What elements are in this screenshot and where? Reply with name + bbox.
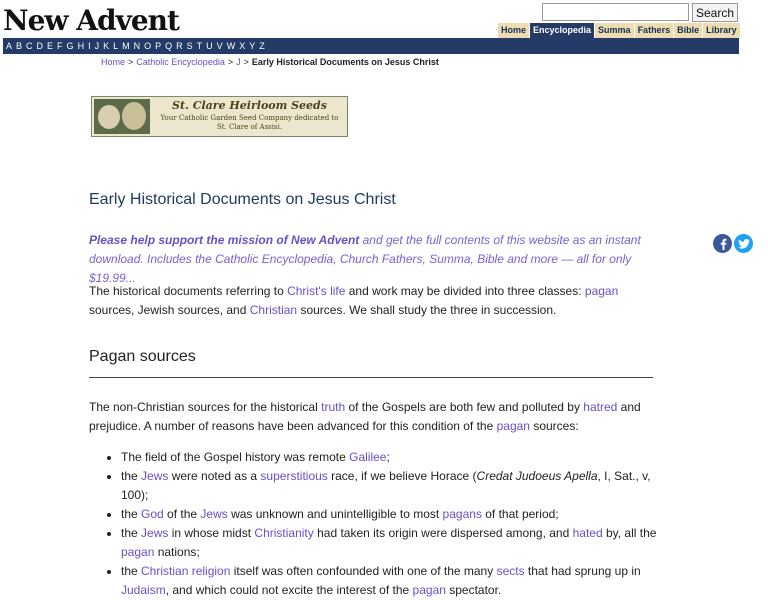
text: of that period; bbox=[481, 507, 559, 521]
text: sources: bbox=[529, 419, 579, 433]
citation: Credat Judoeus Apella bbox=[476, 469, 598, 483]
letter-link-a[interactable]: A bbox=[6, 41, 13, 51]
breadcrumb-encyclopedia[interactable]: Catholic Encyclopedia bbox=[136, 57, 225, 67]
site-logo[interactable]: New Advent bbox=[3, 4, 179, 37]
letter-link-z[interactable]: Z bbox=[259, 41, 265, 51]
support-notice bbox=[89, 231, 657, 288]
text: sources, Jewish sources, and bbox=[89, 303, 250, 317]
text: the bbox=[121, 564, 142, 578]
intro-paragraph bbox=[89, 282, 657, 320]
text: had taken its origin were dispersed among, and bbox=[313, 526, 573, 540]
section-heading: Pagan sources bbox=[89, 348, 196, 365]
nav-summa[interactable]: Summa bbox=[595, 23, 634, 38]
letter-link-o[interactable]: O bbox=[144, 41, 152, 51]
link-life[interactable]: life bbox=[330, 284, 346, 298]
text: The non-Christian sources for the historical bbox=[89, 400, 322, 414]
letter-link-k[interactable]: K bbox=[103, 41, 110, 51]
nav-home[interactable]: Home bbox=[498, 23, 529, 38]
social-share bbox=[713, 234, 755, 253]
nav-bible[interactable]: Bible bbox=[674, 23, 702, 38]
link-pagan[interactable]: pagan bbox=[121, 545, 155, 559]
list-item bbox=[121, 562, 657, 600]
text: that had sprung up in bbox=[524, 564, 641, 578]
link-judaism[interactable]: Judaism bbox=[121, 583, 166, 597]
letter-link-q[interactable]: Q bbox=[165, 41, 173, 51]
letter-link-f[interactable]: F bbox=[57, 41, 63, 51]
text: The field of the Gospel history was remote bbox=[121, 450, 350, 464]
text: and prejudice. A number of reasons have been advanced for this condition of the bbox=[89, 400, 641, 433]
text: nations; bbox=[154, 545, 200, 559]
text: the bbox=[121, 469, 142, 483]
letter-link-w[interactable]: W bbox=[226, 41, 236, 51]
breadcrumb-separator: > bbox=[243, 57, 249, 67]
link-christianity[interactable]: Christianity bbox=[254, 526, 314, 540]
top-navigation bbox=[497, 23, 740, 38]
text: sources. We shall study the three in succession. bbox=[297, 303, 557, 317]
text: itself was often confounded with one of the many bbox=[230, 564, 497, 578]
breadcrumb bbox=[101, 57, 439, 67]
breadcrumb-separator: > bbox=[128, 57, 134, 67]
link-pagans[interactable]: pagans bbox=[442, 507, 482, 521]
ad-banner[interactable] bbox=[91, 96, 348, 137]
link-pagan[interactable]: pagan bbox=[584, 284, 619, 298]
text: were noted as a bbox=[168, 469, 261, 483]
letter-link-d[interactable]: D bbox=[36, 41, 44, 51]
letter-link-b[interactable]: B bbox=[16, 41, 23, 51]
ad-title: St. Clare Heirloom Seeds bbox=[172, 99, 327, 112]
letter-link-y[interactable]: Y bbox=[249, 41, 256, 51]
nav-library[interactable]: Library bbox=[703, 23, 740, 38]
link-god[interactable]: God bbox=[141, 507, 164, 521]
ad-tagline: St. Clare of Assisi. bbox=[216, 123, 283, 131]
breadcrumb-letter[interactable]: J bbox=[236, 57, 241, 67]
link-hatred[interactable]: hatred bbox=[583, 400, 618, 414]
link-truth[interactable]: truth bbox=[321, 400, 346, 414]
text: ; bbox=[386, 450, 390, 464]
letter-link-u[interactable]: U bbox=[206, 41, 213, 51]
letter-link-c[interactable]: C bbox=[26, 41, 33, 51]
link-jews[interactable]: Jews bbox=[141, 526, 169, 540]
list-item bbox=[121, 467, 657, 505]
text: the bbox=[121, 507, 142, 521]
link-pagan[interactable]: pagan bbox=[412, 583, 446, 597]
list-item bbox=[121, 505, 657, 524]
link-christian[interactable]: Christian bbox=[249, 303, 298, 317]
link-christian-religion[interactable]: Christian religion bbox=[141, 564, 231, 578]
link-sects[interactable]: sects bbox=[496, 564, 525, 578]
pagan-sources-paragraph bbox=[89, 398, 657, 436]
section-divider bbox=[89, 377, 653, 378]
text: in whose midst bbox=[168, 526, 255, 540]
letter-link-t[interactable]: T bbox=[196, 41, 203, 51]
text: the bbox=[121, 526, 142, 540]
support-link[interactable]: Please help support the mission of New Advent bbox=[89, 233, 360, 247]
letter-link-m[interactable]: M bbox=[122, 41, 130, 51]
ad-image bbox=[94, 99, 150, 134]
link-christ[interactable]: Christ's bbox=[287, 284, 327, 298]
letter-link-s[interactable]: S bbox=[186, 41, 193, 51]
text: race, if we believe Horace ( bbox=[327, 469, 477, 483]
text: by, all the bbox=[602, 526, 657, 540]
letter-link-h[interactable]: H bbox=[77, 41, 85, 51]
list-item bbox=[121, 448, 657, 467]
alphabet-bar bbox=[3, 38, 739, 54]
search-button[interactable]: Search bbox=[692, 3, 738, 22]
text: of the bbox=[163, 507, 201, 521]
letter-link-i[interactable]: I bbox=[88, 41, 91, 51]
link-superstitious[interactable]: superstitious bbox=[260, 469, 328, 483]
twitter-icon[interactable] bbox=[734, 234, 753, 253]
ad-tagline: Your Catholic Garden Seed Company dedicated to bbox=[160, 114, 339, 122]
text: and work may be divided into three classes: bbox=[345, 284, 585, 298]
link-pagan[interactable]: pagan bbox=[496, 419, 530, 433]
page-title: Early Historical Documents on Jesus Christ bbox=[89, 191, 396, 208]
link-hated[interactable]: hated bbox=[572, 526, 603, 540]
letter-link-r[interactable]: R bbox=[176, 41, 183, 51]
support-text: and get the full contents of this website as an instant download. Includes the Catholic Encyclopedia, Church Fathers, Summa, Bible and more — all for only $19.99... bbox=[89, 233, 641, 285]
letter-link-j[interactable]: J bbox=[94, 41, 100, 51]
text: The historical documents referring to bbox=[89, 284, 288, 298]
letter-link-x[interactable]: X bbox=[239, 41, 246, 51]
facebook-icon[interactable] bbox=[713, 234, 732, 253]
link-jews[interactable]: Jews bbox=[141, 469, 169, 483]
nav-encyclopedia[interactable]: Encyclopedia bbox=[530, 23, 594, 38]
letter-link-g[interactable]: G bbox=[66, 41, 74, 51]
text: of the Gospels are both few and polluted by bbox=[345, 400, 584, 414]
breadcrumb-separator: > bbox=[227, 57, 234, 67]
breadcrumb-current: Early Historical Documents on Jesus Christ bbox=[251, 57, 439, 67]
text: , and which could not excite the interest of the bbox=[165, 583, 413, 597]
link-jews[interactable]: Jews bbox=[200, 507, 228, 521]
letter-link-l[interactable]: L bbox=[113, 41, 119, 51]
nav-fathers[interactable]: Fathers bbox=[635, 23, 674, 38]
text: was unknown and unintelligible to most bbox=[227, 507, 443, 521]
reasons-list bbox=[89, 448, 657, 600]
letter-link-p[interactable]: P bbox=[155, 41, 162, 51]
breadcrumb-home[interactable]: Home bbox=[101, 57, 126, 67]
text: spectator. bbox=[445, 583, 502, 597]
search-input[interactable] bbox=[542, 3, 689, 21]
link-galilee[interactable]: Galilee bbox=[349, 450, 387, 464]
letter-link-e[interactable]: E bbox=[47, 41, 54, 51]
letter-link-v[interactable]: V bbox=[216, 41, 223, 51]
text: , I, Sat., v, 100); bbox=[121, 469, 651, 502]
list-item bbox=[121, 524, 657, 562]
letter-link-n[interactable]: N bbox=[133, 41, 141, 51]
